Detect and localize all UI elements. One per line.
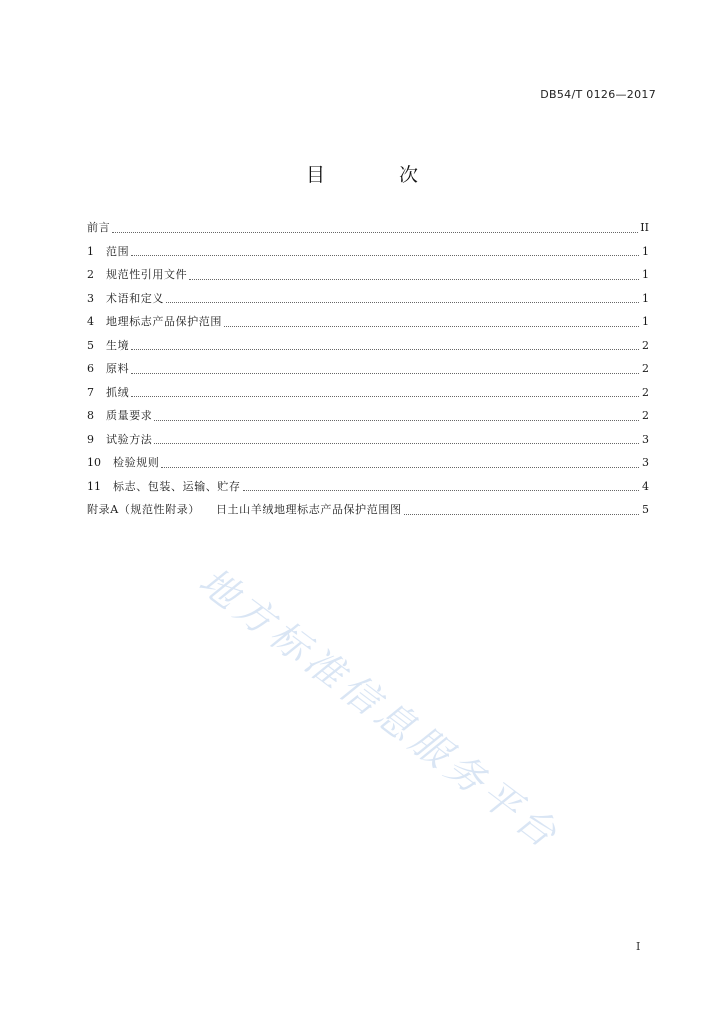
toc-entry-page: 2 bbox=[642, 409, 649, 422]
toc-dot-leader bbox=[404, 513, 639, 515]
toc-entry-page: 3 bbox=[642, 456, 649, 469]
toc-entry-label: 试验方法 bbox=[106, 432, 153, 446]
toc-entry-normative-references[interactable] bbox=[87, 263, 649, 287]
toc-entry-page: 4 bbox=[642, 479, 649, 493]
toc-entry-page: 2 bbox=[642, 338, 649, 352]
toc-dot-leader bbox=[131, 395, 639, 397]
toc-entry-test-methods[interactable] bbox=[87, 428, 649, 452]
toc-entry-raw-materials[interactable] bbox=[87, 357, 649, 381]
toc-entry-label: 日土山羊绒地理标志产品保护范围图 bbox=[215, 503, 402, 516]
toc-entry-label: 规范性引用文件 bbox=[106, 268, 188, 281]
toc-entry-number: 1 bbox=[87, 244, 94, 258]
toc-entry-number: 8 bbox=[87, 409, 94, 422]
toc-entry-number: 4 bbox=[87, 315, 94, 328]
watermark-text: 地方标准信息服务平台 bbox=[190, 558, 569, 859]
toc-entry-marking-packaging[interactable] bbox=[87, 475, 649, 499]
toc-dot-leader bbox=[112, 231, 638, 233]
toc-entry-page: 3 bbox=[642, 432, 649, 446]
toc-entry-page: 2 bbox=[642, 362, 649, 375]
toc-entry-page: 1 bbox=[642, 244, 649, 258]
toc-dot-leader bbox=[224, 325, 639, 327]
toc-entry-label: 标志、包装、运输、贮存 bbox=[113, 479, 241, 493]
page-number: I bbox=[636, 940, 641, 953]
toc-entry-scope[interactable] bbox=[87, 240, 649, 264]
toc-dot-leader bbox=[166, 301, 639, 303]
toc-entry-combing[interactable] bbox=[87, 381, 649, 405]
toc-entry-page: 2 bbox=[642, 385, 649, 399]
toc-entry-protection-scope[interactable] bbox=[87, 310, 649, 334]
standard-code: DB54/T 0126—2017 bbox=[540, 88, 656, 101]
toc-entry-label: 检验规则 bbox=[113, 456, 160, 469]
toc-entry-page: 1 bbox=[642, 291, 649, 305]
table-of-contents bbox=[87, 216, 649, 522]
toc-entry-page: 5 bbox=[642, 503, 649, 516]
toc-entry-appendix-a[interactable] bbox=[87, 498, 649, 522]
toc-entry-page: II bbox=[640, 221, 649, 234]
toc-dot-leader bbox=[154, 442, 639, 444]
toc-entry-label: 生境 bbox=[106, 338, 130, 352]
toc-entry-number: 9 bbox=[87, 432, 94, 446]
toc-entry-number: 7 bbox=[87, 385, 94, 399]
toc-entry-page: 1 bbox=[642, 268, 649, 281]
toc-entry-label: 前言 bbox=[87, 221, 111, 234]
toc-entry-label: 地理标志产品保护范围 bbox=[106, 315, 222, 328]
toc-entry-number: 2 bbox=[87, 268, 94, 281]
toc-dot-leader bbox=[131, 348, 639, 350]
toc-entry-inspection-rules[interactable] bbox=[87, 451, 649, 475]
toc-entry-number: 5 bbox=[87, 338, 94, 352]
toc-dot-leader bbox=[131, 254, 639, 256]
toc-entry-quality-requirements[interactable] bbox=[87, 404, 649, 428]
toc-entry-label: 术语和定义 bbox=[106, 291, 164, 305]
toc-entry-number: 10 bbox=[87, 456, 101, 469]
toc-entry-habitat[interactable] bbox=[87, 334, 649, 358]
toc-dot-leader bbox=[131, 372, 639, 374]
toc-entry-foreword[interactable] bbox=[87, 216, 649, 240]
toc-entry-label: 质量要求 bbox=[106, 409, 153, 422]
toc-entry-number: 3 bbox=[87, 291, 94, 305]
toc-entry-label: 原料 bbox=[106, 362, 130, 375]
toc-entry-number: 11 bbox=[87, 479, 101, 493]
toc-dot-leader bbox=[243, 489, 639, 491]
toc-entry-number: 附录A（规范性附录） bbox=[87, 503, 200, 516]
toc-entry-label: 范围 bbox=[106, 244, 130, 258]
toc-dot-leader bbox=[189, 278, 639, 280]
toc-entry-label: 抓绒 bbox=[106, 385, 130, 399]
toc-entry-number: 6 bbox=[87, 362, 94, 375]
toc-entry-terms-definitions[interactable] bbox=[87, 287, 649, 311]
toc-dot-leader bbox=[161, 466, 639, 468]
toc-title: 目 次 bbox=[305, 164, 453, 186]
toc-dot-leader bbox=[154, 419, 639, 421]
toc-entry-page: 1 bbox=[642, 315, 649, 328]
